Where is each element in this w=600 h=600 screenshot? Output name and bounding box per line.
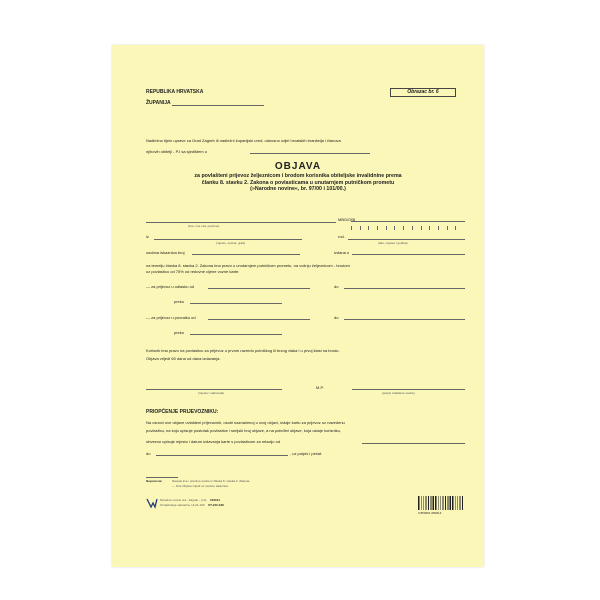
- note-divider: [146, 477, 178, 478]
- note-line-2: — Ova Objava vrijedi uz osobnu iskaznicu.: [172, 484, 230, 488]
- signature-hint: (potpis ovlaštene osobe): [382, 391, 415, 395]
- signature-field[interactable]: [352, 389, 465, 390]
- intro-line-1: Nadležno tijelo uprave za Grad Zagreb ili nadležni županijski ured, odnosno odjel hrvatskih branitelja i članova: [146, 138, 341, 143]
- trip-out-label: — za prijevoz u odlasku od: [146, 284, 195, 289]
- place-date-field[interactable]: [146, 389, 282, 390]
- title-sub-1: za povlašteni prijevoz željeznicom i brodom korisnika obiteljske invalidnine prema: [194, 173, 402, 179]
- place-hint: (mjesto, općina, grad): [216, 241, 246, 245]
- trip-back-from-field[interactable]: [208, 319, 310, 320]
- from-field[interactable]: [154, 239, 302, 240]
- id-card-field[interactable]: [192, 254, 300, 255]
- name-hint: (ime, ime oca, prezime): [188, 224, 220, 228]
- entitlement-line-1: na temelju članka 8. stavka 2. Zakona ima pravo u unutarnjem putničkom prometu, na vožnju željeznicom - brodom: [146, 263, 350, 268]
- issued-label: izdana u: [334, 250, 350, 255]
- trip-out-to-field[interactable]: [344, 288, 465, 289]
- name-field[interactable]: [146, 222, 336, 223]
- born-label: rod.: [338, 234, 345, 239]
- carrier-line-3: obvezno upisuje mjesto i datum izdavanja karte s povlasticom za relaciju od: [146, 439, 281, 444]
- carrier-line-5: , uz potpis i pečat.: [290, 451, 323, 456]
- id-card-label: osobna iskaznica broj: [146, 250, 185, 255]
- stamp-label: M.P.: [316, 385, 324, 390]
- publisher-line-2: Označivanje stanarina, Ul-21-100: [160, 503, 205, 507]
- form-sheet: [112, 45, 484, 567]
- issued-field[interactable]: [352, 254, 465, 255]
- trip-out-to-label: do: [334, 284, 339, 289]
- mbg-label: MBG/OIB: [338, 217, 356, 222]
- seat-field[interactable]: [250, 153, 370, 154]
- form-number-box: Obrazac br. 6: [390, 88, 456, 97]
- trip-back-to-field[interactable]: [344, 319, 465, 320]
- trip-back-label: — za prijevoz u povratku od: [146, 315, 196, 320]
- trip-out-via-label: preko: [174, 299, 185, 304]
- product-code: UT-210-196: [208, 503, 224, 507]
- carrier-line-2: povlasticu, na koju upisuje postotak povlastice i serijski broj objave, a na poleđini objave, koja ostaje korisniku,: [146, 428, 341, 433]
- title-sub-3: (»Narodne novine«, br. 97/00 i 101/00.): [250, 186, 346, 192]
- note-line-1: Navesti ime i prezime osobe iz članka 8. stavka 2. Zakona.: [172, 479, 251, 483]
- trip-back-via-field[interactable]: [190, 334, 282, 335]
- publisher-line-1: Narodne novine d.d., Zagreb - (I-2): [160, 498, 207, 502]
- intro-line-2: njihovih obitelji - PJ sa sjedištem u: [146, 149, 207, 154]
- validity-note: Objava vrijedi 60 dana od dana izdavanja.: [146, 356, 221, 361]
- date-hint: (dan, mjesec i godina): [378, 241, 408, 245]
- relation-to-field[interactable]: [156, 455, 288, 456]
- carrier-heading: PRIOPĆENJE PRIJEVOZNIKU:: [146, 409, 219, 415]
- carrier-line-1: Na osnovi ove objave ovlašteni prijevoznik, osobi naznačenoj u ovoj objavi, izdaje kartu za prijevoz uz navedenu: [146, 420, 345, 425]
- document-number: 102101: [210, 498, 221, 502]
- entitlement-line-2: uz povlasticu od 75% od redovne cijene vozne karte:: [146, 269, 240, 274]
- trip-out-from-field[interactable]: [208, 288, 310, 289]
- note-label: Napomena:: [146, 479, 163, 483]
- trip-back-via-label: preko: [174, 330, 185, 335]
- carrier-to-label: do: [146, 451, 151, 456]
- barcode: [418, 496, 464, 510]
- form-title: OBJAVA: [274, 161, 322, 172]
- county-field[interactable]: [172, 105, 264, 106]
- trip-back-to-label: do: [334, 315, 339, 320]
- first-class-note: Korisnik ima pravo na povlasticu za prijevoz u prvom razredu putničkog ili brzog vlaka i u prvoj klasi na brodu.: [146, 348, 340, 353]
- place-date-hint: (mjesto i nadnevak): [198, 391, 225, 395]
- county-label: ŽUPANIJA: [146, 100, 171, 106]
- mbg-oib-field[interactable]: [351, 217, 465, 222]
- republic-label: REPUBLIKA HRVATSKA: [146, 89, 204, 95]
- title-sub-2: članku 8. stavku 2. Zakona o povlasticama u unutarnjem putničkom prometu: [201, 179, 395, 186]
- trip-out-via-field[interactable]: [190, 303, 282, 304]
- from-label: iz: [146, 234, 149, 239]
- birth-date-field[interactable]: [348, 239, 465, 240]
- relation-from-field[interactable]: [362, 443, 465, 444]
- barcode-number: 3 850251 050614: [418, 511, 442, 515]
- publisher-logo-icon: [146, 497, 158, 509]
